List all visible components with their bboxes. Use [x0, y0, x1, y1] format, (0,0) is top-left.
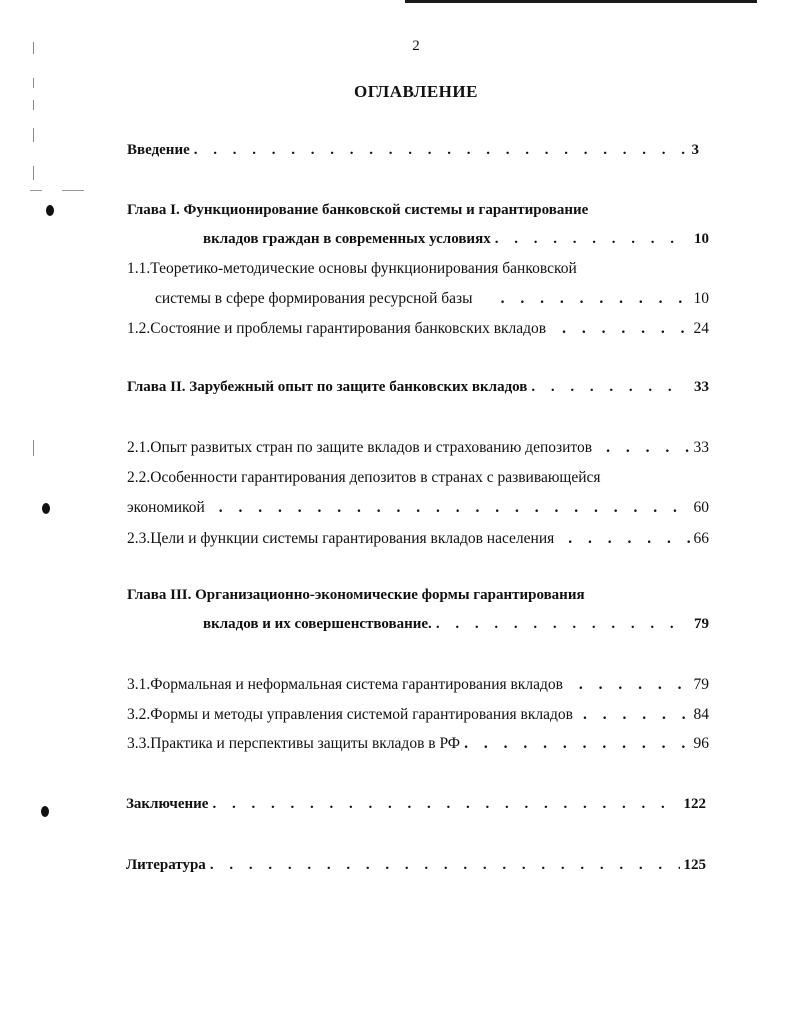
toc-entry-label: 3.1.Формальная и неформальная система гарантирования вкладов: [127, 676, 563, 693]
toc-leader: [436, 616, 690, 633]
toc-section-3-1[interactable]: [127, 676, 709, 698]
toc-leader: [210, 857, 680, 874]
toc-leader: [579, 676, 690, 694]
toc-entry-label: 1.2.Состояние и проблемы гарантирования банковских вкладов: [127, 320, 547, 337]
toc-entry-label: 3.3.Практика и перспективы защиты вкладов в РФ: [127, 735, 461, 752]
punch-hole: [42, 503, 50, 514]
toc-section-1-2[interactable]: [127, 320, 709, 342]
toc-entry-page: 125: [683, 857, 706, 873]
toc-entry-label: Литература: [126, 857, 206, 873]
toc-chapter-1-title[interactable]: Глава I. Функционирование банковской системы и гарантирование: [127, 202, 589, 218]
toc-entry-page: 24: [693, 320, 709, 337]
toc-chapter-3[interactable]: [203, 616, 709, 638]
punch-hole: [46, 205, 54, 216]
toc-entry-label: экономикой: [127, 499, 205, 516]
toc-entry-page: 33: [694, 379, 709, 395]
toc-entry-page: 66: [693, 530, 709, 547]
toc-entry-label: Введение: [127, 142, 190, 158]
margin-mark: [33, 440, 34, 456]
toc-leader: [194, 142, 688, 159]
toc-entry-label: Заключение: [126, 796, 209, 812]
toc-leader: [531, 379, 682, 396]
toc-entry-conclusion[interactable]: [126, 796, 706, 818]
toc-entry-page: 33: [693, 439, 709, 456]
toc-entry-label: Глава II. Зарубежный опыт по защите банковских вкладов: [127, 379, 528, 395]
toc-entry-page: 84: [693, 706, 709, 723]
margin-mark: [33, 166, 34, 180]
toc-entry-page: 79: [693, 676, 709, 693]
toc-entry-label: 2.1.Опыт развитых стран по защите вкладов и страхованию депозитов: [127, 439, 593, 456]
toc-section-2-2-title[interactable]: 2.2.Особенности гарантирования депозитов в странах с развивающейся: [127, 469, 601, 486]
toc-chapter-2[interactable]: [127, 379, 709, 401]
toc-entry-page: 96: [693, 735, 709, 752]
toc-entry-page: 79: [694, 616, 709, 632]
toc-leader: [501, 290, 690, 308]
toc-entry-page: 10: [694, 231, 709, 247]
toc-section-2-3[interactable]: [127, 530, 709, 552]
toc-section-1-1-title[interactable]: 1.1.Теоретико-методические основы функционирования банковской: [127, 260, 577, 277]
toc-section-1-1[interactable]: [155, 290, 709, 312]
toc-entry-label: вкладов граждан в современных условиях: [203, 231, 491, 247]
toc-entry-label: системы в сфере формирования ресурсной базы: [155, 290, 473, 307]
margin-mark: [30, 190, 42, 191]
page-title: ОГЛАВЛЕНИЕ: [354, 82, 478, 101]
toc-leader: [212, 796, 679, 813]
toc-section-3-3[interactable]: [127, 735, 709, 757]
toc-section-3-2[interactable]: [127, 706, 709, 728]
toc-entry-label: вкладов и их совершенствование.: [203, 616, 432, 632]
toc-entry-intro[interactable]: [127, 142, 699, 164]
toc-leader: [568, 530, 689, 548]
margin-mark: [62, 190, 84, 191]
toc-leader: [495, 231, 690, 248]
toc-entry-literature[interactable]: [126, 857, 706, 879]
toc-leader: [583, 706, 690, 724]
punch-hole: [41, 806, 49, 817]
page-number: 2: [412, 38, 420, 54]
toc-section-2-1[interactable]: [127, 439, 709, 461]
toc-leader: [219, 499, 690, 517]
margin-mark: [33, 128, 34, 142]
toc-section-2-2[interactable]: [127, 499, 709, 521]
toc-leader: [464, 735, 689, 753]
toc-entry-page: 60: [693, 499, 709, 516]
toc-leader: [562, 320, 689, 338]
toc-entry-label: 3.2.Формы и методы управления системой гарантирования вкладов: [127, 706, 573, 723]
toc-chapter-1[interactable]: [203, 231, 709, 253]
toc-entry-page: 10: [693, 290, 709, 307]
toc-entry-label: 2.3.Цели и функции системы гарантирования вкладов населения: [127, 530, 555, 547]
toc-chapter-3-title[interactable]: Глава III. Организационно-экономические формы гарантирования: [127, 587, 585, 603]
toc-entry-page: 3: [691, 142, 699, 158]
toc-leader: [606, 439, 689, 457]
scan-edge: [405, 0, 757, 3]
toc-entry-page: 122: [683, 796, 706, 812]
